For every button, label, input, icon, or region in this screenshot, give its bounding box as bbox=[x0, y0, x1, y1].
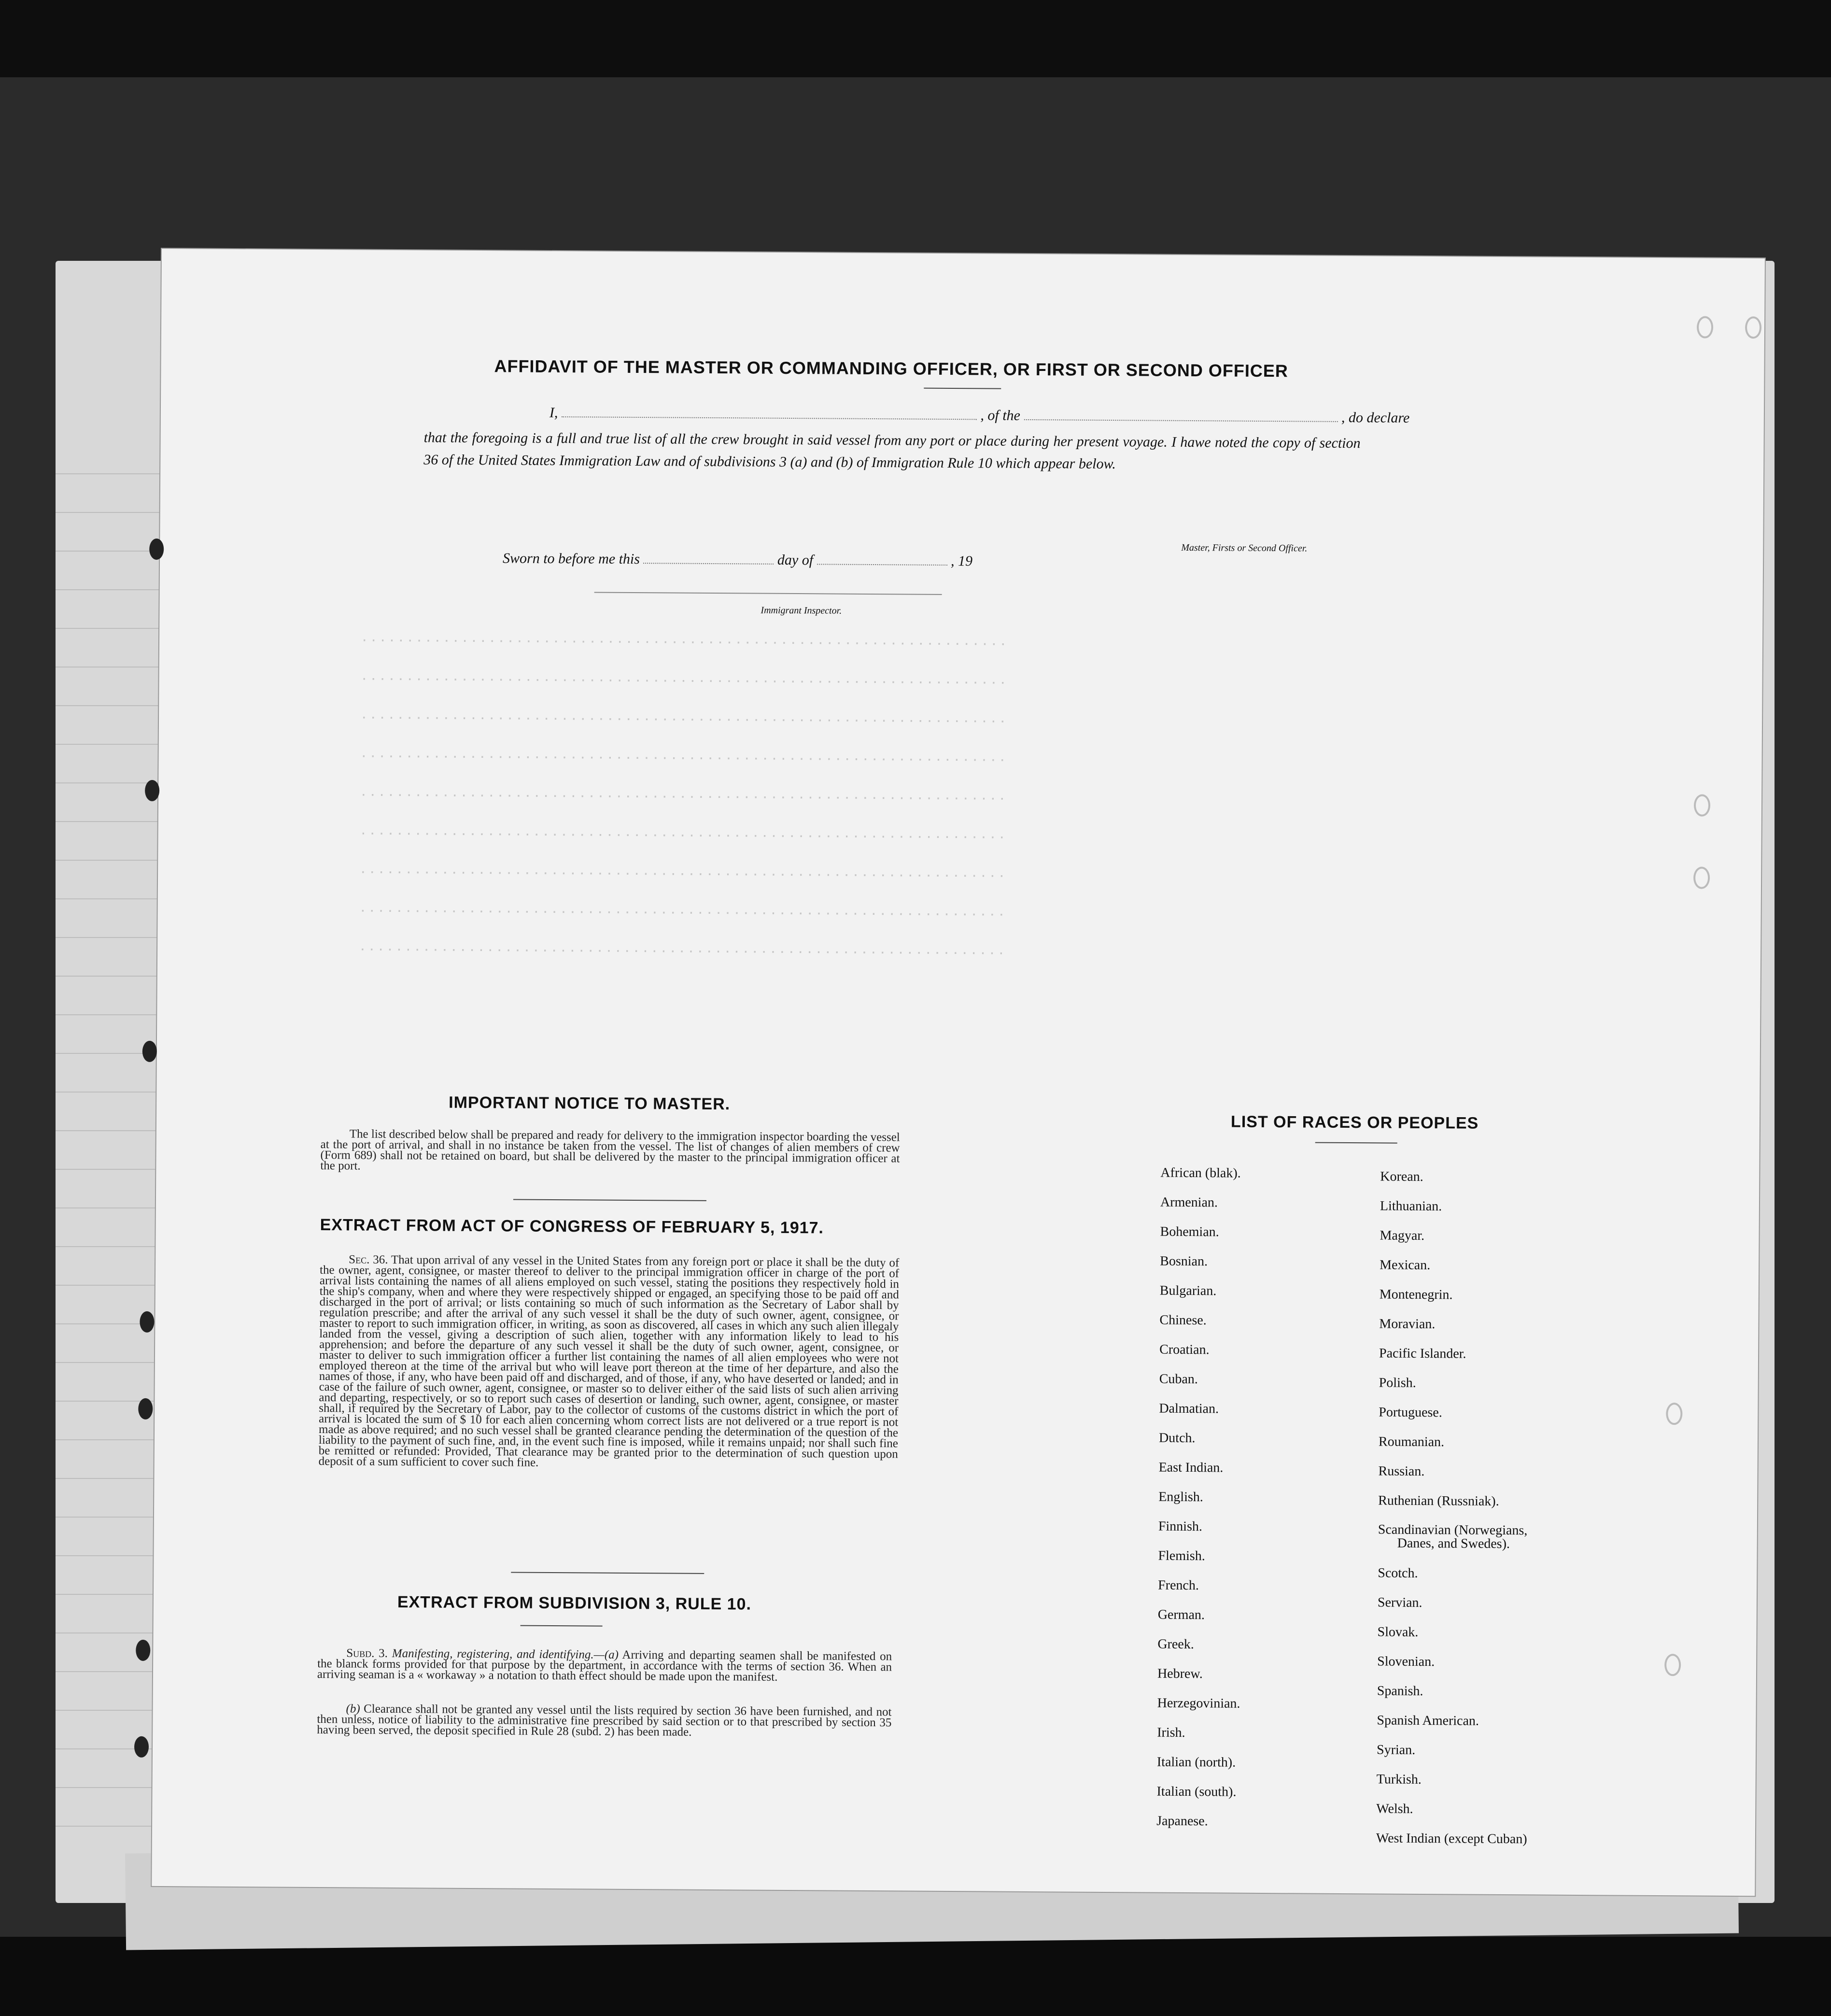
race-item: Bosnian. bbox=[1160, 1253, 1208, 1269]
race-item: Scotch. bbox=[1378, 1565, 1418, 1581]
race-item: Turkish. bbox=[1376, 1772, 1422, 1787]
rule-para-a: Arriving and departing seamen shall be manifested on the blanck forms provided for that purpose by the department, in accordance with the terms of section 36. When an arriving seaman is a « workaway » a notation to thath effect should be made upon the manifest. bbox=[317, 1648, 892, 1684]
scan-border-bottom bbox=[0, 1937, 1831, 2016]
divider bbox=[1315, 1142, 1397, 1144]
punch-hole bbox=[1694, 794, 1710, 816]
sworn-day-of: day of bbox=[777, 552, 814, 568]
race-item: Ruthenian (Russniak). bbox=[1378, 1493, 1499, 1509]
divider bbox=[513, 1199, 706, 1201]
punch-hole bbox=[142, 1041, 157, 1062]
sworn-year-prefix: , 19 bbox=[951, 553, 973, 569]
punch-hole bbox=[1697, 316, 1713, 338]
race-item: German. bbox=[1157, 1607, 1205, 1623]
race-item: Pacific Islander. bbox=[1379, 1346, 1466, 1362]
affidavit-title: AFFIDAVIT OF THE MASTER OR COMMANDING OFFICER, OR FIRST OR SECOND OFFICER bbox=[494, 356, 1288, 381]
race-item: Russian. bbox=[1378, 1463, 1425, 1479]
race-item: Polish. bbox=[1379, 1375, 1416, 1391]
rule-body bbox=[317, 1648, 892, 1683]
punch-hole bbox=[136, 1640, 150, 1661]
race-item: Korean. bbox=[1380, 1169, 1423, 1184]
punch-hole bbox=[149, 539, 164, 560]
race-item: Cuban. bbox=[1159, 1371, 1198, 1387]
race-item: Armenian. bbox=[1160, 1194, 1218, 1210]
punch-hole bbox=[1693, 866, 1710, 889]
race-item: Servian. bbox=[1377, 1595, 1423, 1610]
rule-para-b: Clearance shall not be granted any vessel until the lists required by section 36 have been furnished, and not then unless, notice of liability to the administrative fine prescribed by said section or to that prescribed by section 35 having been served, the deposit specified in Rule 28 (subd. 2) has been made. bbox=[317, 1702, 892, 1739]
race-item: Spanish. bbox=[1377, 1683, 1423, 1699]
affidavit-name-prefix: I, bbox=[549, 404, 558, 421]
race-item: Flemish. bbox=[1158, 1548, 1205, 1564]
race-item: Portuguese. bbox=[1379, 1405, 1442, 1420]
notice-body: The list described below shall be prepared and ready for delivery to the immigration inspector boarding the vessel at the port of arrival, and shall in no instance be taken from the vessel. The list of changes of alien members of crew (Form 689) shall not be retained on board, but shall be delivered by the master to the principal immigration officer at the port. bbox=[320, 1127, 900, 1173]
race-item: Herzegovinian. bbox=[1157, 1695, 1240, 1711]
race-item: Montenegrin. bbox=[1379, 1287, 1453, 1303]
race-item: Syrian. bbox=[1376, 1742, 1416, 1758]
punch-hole bbox=[140, 1311, 154, 1333]
punch-hole bbox=[1745, 316, 1761, 339]
race-item: Italian (south). bbox=[1156, 1784, 1237, 1800]
affidavit-declare-suffix: , do declare bbox=[1341, 409, 1410, 426]
race-item: Finnish. bbox=[1158, 1519, 1203, 1534]
race-item: Dutch. bbox=[1158, 1430, 1196, 1446]
divider bbox=[511, 1572, 704, 1574]
vessel-name-field[interactable] bbox=[1024, 419, 1338, 422]
rule-subd-heading: Manifesting, registering, and identifying.—(a) bbox=[392, 1647, 619, 1661]
race-item: East Indian. bbox=[1158, 1460, 1224, 1476]
sworn-prefix: Sworn to before me this bbox=[502, 550, 640, 568]
race-item: Hebrew. bbox=[1157, 1666, 1203, 1682]
race-item: West Indian (except Cuban) bbox=[1376, 1831, 1527, 1847]
inspector-signature-line bbox=[594, 592, 942, 595]
race-item: Slovak. bbox=[1377, 1624, 1419, 1640]
race-item: Mexican. bbox=[1380, 1257, 1431, 1273]
punch-hole bbox=[1664, 1654, 1681, 1676]
rule-subd-label: Subd. 3. bbox=[346, 1647, 388, 1660]
race-item: English. bbox=[1158, 1489, 1203, 1505]
act-title: EXTRACT FROM ACT OF CONGRESS OF FEBRUARY 5, 1917. bbox=[320, 1216, 824, 1237]
races-right-column bbox=[1376, 1162, 1531, 1854]
rule-para-b-label: (b) bbox=[346, 1702, 360, 1716]
sworn-day-field[interactable] bbox=[643, 563, 774, 565]
race-item: Dalmatian. bbox=[1159, 1401, 1219, 1417]
divider bbox=[924, 388, 1001, 389]
rule-title: EXTRACT FROM SUBDIVISION 3, RULE 10. bbox=[397, 1593, 752, 1614]
master-name-field[interactable] bbox=[562, 416, 977, 420]
race-item: French. bbox=[1158, 1577, 1199, 1593]
act-body bbox=[319, 1254, 900, 1470]
race-item: Magyar. bbox=[1380, 1228, 1425, 1244]
affidavit-declaration-line bbox=[549, 405, 1410, 426]
race-item: Japanese. bbox=[1156, 1813, 1208, 1829]
punch-hole bbox=[134, 1736, 149, 1758]
sworn-line bbox=[503, 550, 972, 569]
race-item bbox=[1378, 1515, 1529, 1559]
race-item: Bohemian. bbox=[1160, 1224, 1219, 1240]
race-item: Croatian. bbox=[1159, 1342, 1210, 1358]
race-item: Slovenian. bbox=[1377, 1654, 1435, 1670]
punch-hole bbox=[145, 780, 159, 801]
race-item-line: Danes, and Swedes). bbox=[1397, 1535, 1510, 1552]
race-item: Greek. bbox=[1157, 1636, 1194, 1652]
race-item: Roumanian. bbox=[1378, 1434, 1445, 1450]
act-section-label: Sec. 36. bbox=[349, 1253, 388, 1266]
race-item: Irish. bbox=[1157, 1725, 1185, 1741]
rule-body-b bbox=[317, 1704, 891, 1739]
divider bbox=[521, 1625, 603, 1627]
affidavit-body: that the foregoing is a full and true list of all the crew brought in said vessel from any port or place during her present voyage. I hawe noted the copy of section 36 of the United States Immigration Law and of subdivisions 3 (a) and (b) of Immigration Rule 10 which appear below. bbox=[423, 429, 1361, 472]
race-item: Spanish American. bbox=[1377, 1713, 1479, 1729]
affidavit-vessel-prefix: , of the bbox=[980, 407, 1021, 424]
affidavit-page: . . . . . . . . . . . . . . . . . . . . . . . . . . . . . . . . . . . . . . . . . . . . . . . . . . . . . . . . . . . . . . . . . . . . . . . . . . . . . . . . . . . . . . . . . . . . . . . . . . . . . . . . . . . . . . . . . . . . . . . . . . . . . . . . . . . . . . . . . . . . . . . . . . . . . . . . . . . . . . . . . . . . . . . . . . . . . . . . . . . . . . . . . . . . . . . . . . . . . . . . . . . . . . . . . . . . . . . . . . . . . . . . . . . . . . . . . . . . . . . . . . . . . . . . . . . . . . . . . . . . . . . . . . . . . . . . . . . . . . . . . . . . . . . . . . . . . . . . . . . . . . . . . . . . . . . . . . . . . . . . . . . . . . . . . . . . . . . . . . . . . . . . . . . . . . . . . . . . . . . . . . . . . . . . . . . . . . . . . . . . . . . . . . . . . . . . . . . . . . . . . . . . . . . . . . . . . . . . . . . . . . . . . . . . . . . . . . . . . . . . . . . . . . . . . . . . . . . . . . . . . . . . . . . . . . . . . . . . . . . . . . . . . . . . . . . . . . . . . . . . . . . . . . . . . . . . . . . . . . . . . . . . . . . . . . . . . . . . . . . . . . . . . . . . . . . . . . . . . . . . . . . . . . . . . . . . . . . . . . . . . . . . . . . . . . . . . . . . . . . . . . . . . . . . . . . . . . . . . . . . . . . . . . . . . . . . . . . . . . . AFFIDAVIT OF THE MASTER OR COMMANDING OFFICER, OR FIRST OR SECOND OFFICER I, , of the , do declare that the foregoing is a full and true list of all the crew brought in said vessel from any port or place during her present voyage. I hawe noted the copy of section 36 of the United States Immigration Law and of subdivisions 3 (a) and (b) of Immigration Rule 10 which appear below. Master, Firsts or Second Officer. Sworn to before me this day of , 19 Immigrant Inspector. IMPORTANT NOTICE TO MASTER. The list described below shall be prepared and ready for delivery to the immigration inspector boarding the vessel at the port of arrival, and shall in no instance be taken from the vessel. The list of changes of alien members of crew (Form 689) shall not be retained on board, but shall be delivered by the master to the principal immigration officer at the port. EXTRACT FROM ACT OF CONGRESS OF FEBRUARY 5, 1917. Sec. 36. That upon arrival of any vessel in the United States from any foreign port or place it shall be the duty of the owner, agent, consignee, or master thereof to deliver to the principal immigration officer in charge of the port of arrival lists containing the names of all aliens employed on such vessel, stating the positions they respectively hold in the ship's company, when and where they were respectively shipped or engaged, an specifying those to be paid off and discharged in the port of arrival; or lists containing so much of such information as the Secretary of Labor shall by regulation prescribe; and after the arrival of any such vessel it shall be the duty of such owner, agent, consignee, or master to report to such immigration officer, in writing, as soon as discovered, all cases in which any such alien illegaly landed from the vessel, giving a description of such alien, together with any information likely to lead to his apprehension; and before the departure of any such vessel it shall be the duty of such owner, agent, consignee, or master to deliver to such immigration officer a further list containing the names of all alien employees who were not employed thereon at the time of the arrival but who will leave port thereon at the time of her departure, and also the names of those, if any, who have been paid off and discharged, and of those, if any, who have deserted or landed; and in case of the failure of such owner, agent, consignee, or master so to deliver either of the said lists of such alien arriving and departing, respectively, or so to report such cases of desertion or landing, such owner, agent, consignee, or master shall, if required by the Secretary of Labor, pay to the collector of customs of the customs district in which the port of arrival is located the sum of $ 10 for each alien concerning whom correct lists are not delivered or a true report is not made as above required; and no such vessel shall be granted clearance pending the determination of the question of the liability to the payment of such fine, and, in the event such fine is imposed, while it remains unpaid; nor shall such fine be remitted or refunded: Provided, That clearance may be granted prior to the determination of such question upon deposit of a sum sufficient to cover such fine. EXTRACT FROM SUBDIVISION 3, RULE 10. Subd. 3. Manifesting, registering, and identifying.—(a) Arriving and departing seamen shall be manifested on the blanck forms provided for that purpose by the department, in accordance with the terms of section 36. When an arriving seaman is a « workaway » a notation to thath effect should be made upon the manifest. (b) Clearance shall not be granted any vessel until the lists required by section 36 have been furnished, and not then unless, notice of liability to the administrative fine prescribed by said section or to that prescribed by section 35 having been served, the deposit specified in Rule 28 (subd. 2) has been made. LIST OF RACES OR PEOPLES African (blak). Armenian. Bohemian. Bosnian. Bulgarian. Chinese. Croatian. Cuban. Dalmatian. Dutch. East Indian. English. Finnish. Flemish. French. German. Greek. Hebrew. Herzegovinian. Irish. Italian (north). Italian (south). Japanese. Korean. Lithuanian. Magyar. Mexican. Montenegrin. Moravian. Pacific Islander. Polish. Portuguese. Roumanian. Russian. Ruthenian (Russniak). Scandinavian (Norwegians, Danes, and Swedes). Scotch. Servian. Slovak. Slovenian. Spanish. Spanish American. Syrian. Turkish. Welsh. West Indian (except Cuban) bbox=[152, 249, 1765, 1896]
race-item: Italian (north). bbox=[1156, 1754, 1236, 1770]
punch-hole bbox=[1666, 1403, 1682, 1425]
act-section-text: That upon arrival of any vessel in the United States from any foreign port or place it shall be the duty of the owner, agent, consignee, or master thereof to deliver to the principal immigration officer in charge of the port of arrival lists containing the names of all aliens employed on such vessel, stating the positions they respectively hold in the ship's company, when and where they were respectively shipped or engaged, an specifying those to be paid off and discharged in the port of arrival; or lists containing so much of such information as the Secretary of Labor shall by regulation prescribe; and after the arrival of any such vessel it shall be the duty of such owner, agent, consignee, or master to report to such immigration officer, in writing, as soon as discovered, all cases in which any such alien illegaly landed from the vessel, giving a description of such alien, together with any information likely to lead to his apprehension; and before the departure of any such vessel it shall be the duty of such owner, agent, consignee, or master to deliver to such immigration officer a further list containing the names of all alien employees who were not employed thereon at the time of the arrival but who will leave port thereon at the time of her departure, and also the names of those, if any, who have been paid off and discharged, and of those, if any, who have deserted or landed; and in case of the failure of such owner, agent, consignee, or master so to deliver either of the said lists of such alien arriving and departing, respectively, or so to report such cases of desertion or landing, such owner, agent, consignee, or master shall, if required by the Secretary of Labor, pay to the collector of customs of the customs district in which the port of arrival is located the sum of $ 10 for each alien concerning whom correct lists are not delivered or a true report is not made as above required; and no such vessel shall be granted clearance pending the determination of the question of the liability to the payment of such fine, and, in the event such fine is imposed, while it remains unpaid; nor shall such fine be remitted or refunded: Provided, That clearance may be granted prior to the determination of such question upon deposit of a sum sufficient to cover such fine. bbox=[318, 1253, 900, 1469]
scan-border-top bbox=[0, 0, 1831, 77]
notice-title: IMPORTANT NOTICE TO MASTER. bbox=[449, 1093, 731, 1114]
race-item: African (blak). bbox=[1160, 1165, 1241, 1181]
sworn-month-field[interactable] bbox=[817, 564, 947, 566]
race-item: Bulgarian. bbox=[1159, 1283, 1217, 1299]
race-item: Moravian. bbox=[1379, 1316, 1436, 1332]
race-item: Chinese. bbox=[1159, 1312, 1207, 1328]
races-title: LIST OF RACES OR PEOPLES bbox=[1230, 1112, 1479, 1133]
race-item: Welsh. bbox=[1376, 1801, 1413, 1817]
races-left-column bbox=[1156, 1158, 1243, 1836]
race-item: Lithuanian. bbox=[1380, 1198, 1442, 1214]
race-item-line: Scandinavian (Norwegians, bbox=[1378, 1522, 1528, 1538]
inspector-caption: Immigrant Inspector. bbox=[761, 605, 842, 616]
signature-caption: Master, Firsts or Second Officer. bbox=[1181, 542, 1308, 554]
punch-hole bbox=[138, 1398, 153, 1420]
